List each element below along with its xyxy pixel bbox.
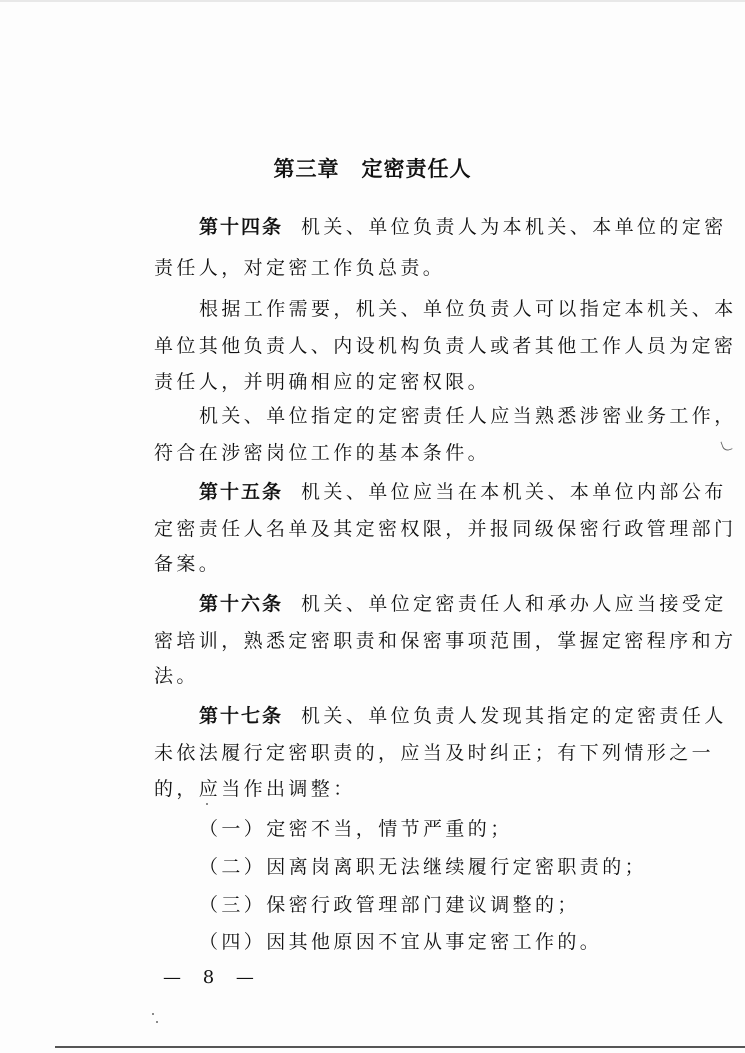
article-label: 第十五条 (199, 481, 284, 503)
paragraph-line: 未依法履行定密职责的，应当及时纠正；有下列情形之一 (154, 742, 715, 764)
chapter-title: 定密责任人 (361, 156, 472, 181)
list-item: （一）定密不当，情节严重的； (199, 818, 513, 840)
paragraph-line: 机关、单位指定的定密责任人应当熟悉涉密业务工作， (199, 405, 737, 427)
list-item: （三）保密行政管理部门建议调整的； (199, 894, 580, 916)
scan-pen-mark (720, 439, 732, 452)
article-16-first-line: 第十六条 机关、单位定密责任人和承办人应当接受定 (199, 593, 727, 615)
scan-speck (156, 1021, 158, 1023)
scan-speck (152, 1013, 154, 1015)
paragraph-line: 法。 (154, 665, 199, 687)
list-item: （四）因其他原因不宜从事定密工作的。 (199, 931, 603, 953)
scan-bottom-edge (55, 1046, 745, 1048)
paragraph-line: 的，应当作出调整： (154, 778, 356, 800)
scan-speck (206, 803, 208, 805)
article-label: 第十六条 (199, 593, 284, 615)
list-item: （二）因离岗离职无法继续履行定密职责的； (199, 856, 648, 878)
article-label: 第十七条 (199, 705, 284, 727)
article-17-first-line: 第十七条 机关、单位负责人发现其指定的定密责任人 (199, 705, 727, 727)
paragraph-line: 责任人，对定密工作负总责。 (154, 257, 446, 279)
paragraph-line: 备案。 (154, 553, 222, 575)
chapter-heading (0, 153, 745, 183)
paragraph-line: 符合在涉密岗位工作的基本条件。 (154, 442, 491, 464)
paragraph-line: 根据工作需要，机关、单位负责人可以指定本机关、本 (199, 298, 737, 320)
paragraph-line: 责任人，并明确相应的定密权限。 (154, 371, 491, 393)
article-15-first-line: 第十五条 机关、单位应当在本机关、本单位内部公布 (199, 481, 727, 503)
scan-top-edge (0, 0, 745, 2)
paragraph-line: 单位其他负责人、内设机构负责人或者其他工作人员为定密 (154, 335, 737, 357)
paragraph-line: 密培训，熟悉定密职责和保密事项范围，掌握定密程序和方 (154, 630, 737, 652)
chapter-number: 第三章 (273, 156, 340, 181)
article-14-first-line: 第十四条 机关、单位负责人为本机关、本单位的定密 (199, 216, 727, 238)
paragraph-line: 定密责任人名单及其定密权限，并报同级保密行政管理部门 (154, 518, 737, 540)
page-number: — 8 — (163, 967, 262, 988)
article-label: 第十四条 (199, 216, 284, 238)
